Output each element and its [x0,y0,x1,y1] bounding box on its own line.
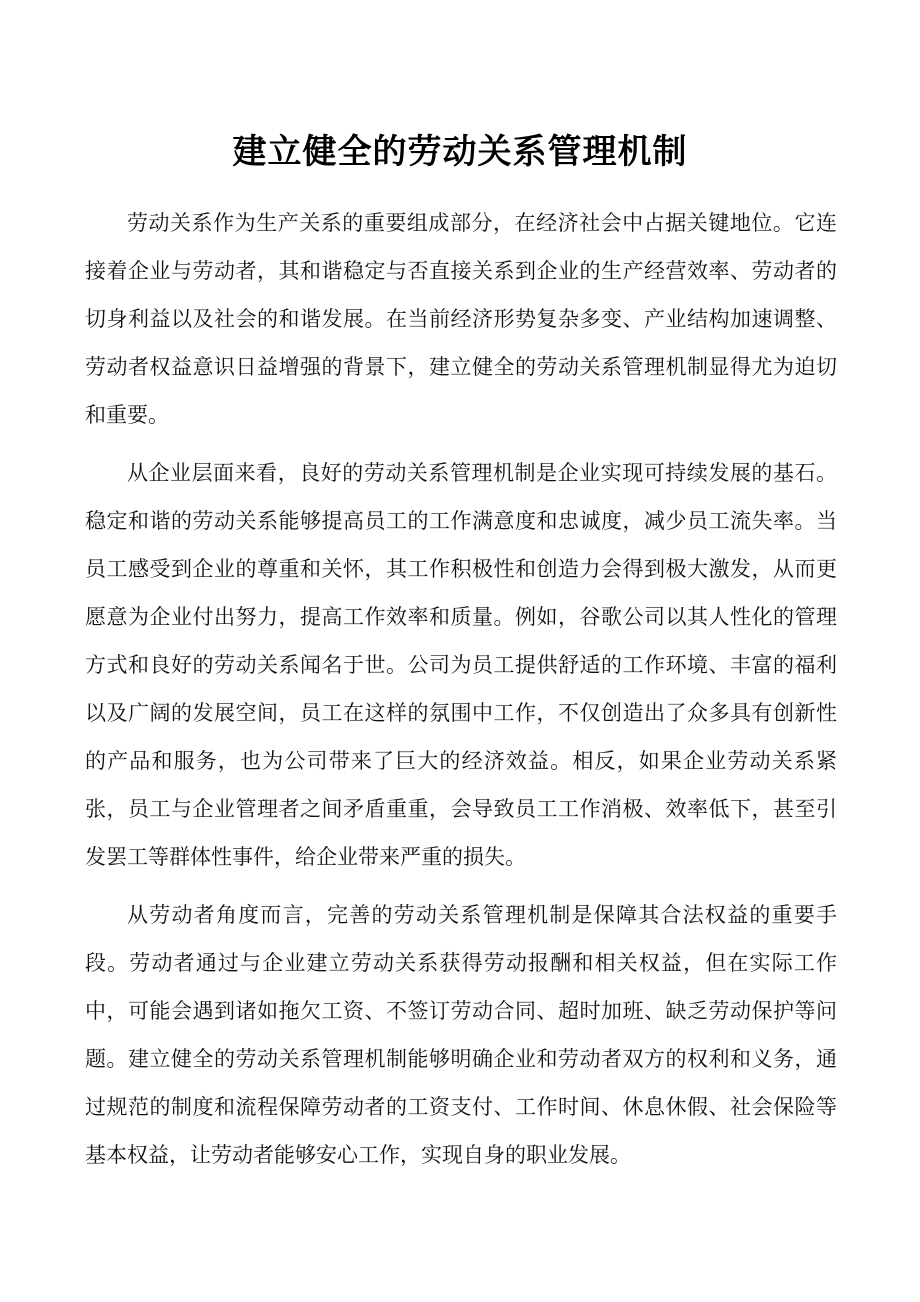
paragraph-2: 从企业层面来看，良好的劳动关系管理机制是企业实现可持续发展的基石。稳定和谐的劳动关系能够提高员工的工作满意度和忠诚度，减少员工流失率。当员工感受到企业的尊重和关怀，其工作积极性和创造力会得到极大激发，从而更愿意为企业付出努力，提高工作效率和质量。例如，谷歌公司以其人性化的管理方式和良好的劳动关系闻名于世。公司为员工提供舒适的工作环境、丰富的福利以及广阔的发展空间，员工在这样的氛围中工作，不仅创造出了众多具有创新性的产品和服务，也为公司带来了巨大的经济效益。相反，如果企业劳动关系紧张，员工与企业管理者之间矛盾重重，会导致员工工作消极、效率低下，甚至引发罢工等群体性事件，给企业带来严重的损失。 [85,461,837,869]
document-title: 建立健全的劳动关系管理机制 [232,132,688,172]
paragraph-3: 从劳动者角度而言，完善的劳动关系管理机制是保障其合法权益的重要手段。劳动者通过与企业建立劳动关系获得劳动报酬和相关权益，但在实际工作中，可能会遇到诸如拖欠工资、不签订劳动合同、超时加班、缺乏劳动保护等问题。建立健全的劳动关系管理机制能够明确企业和劳动者双方的权利和义务，通过规范的制度和流程保障劳动者的工资支付、工作时间、休息休假、社会保险等基本权益，让劳动者能够安心工作，实现自身的职业发展。 [85,903,837,1167]
paragraph-1: 劳动关系作为生产关系的重要组成部分，在经济社会中占据关键地位。它连接着企业与劳动者，其和谐稳定与否直接关系到企业的生产经营效率、劳动者的切身利益以及社会的和谐发展。在当前经济形势复杂多变、产业结构加速调整、劳动者权益意识日益增强的背景下，建立健全的劳动关系管理机制显得尤为迫切和重要。 [85,211,837,427]
